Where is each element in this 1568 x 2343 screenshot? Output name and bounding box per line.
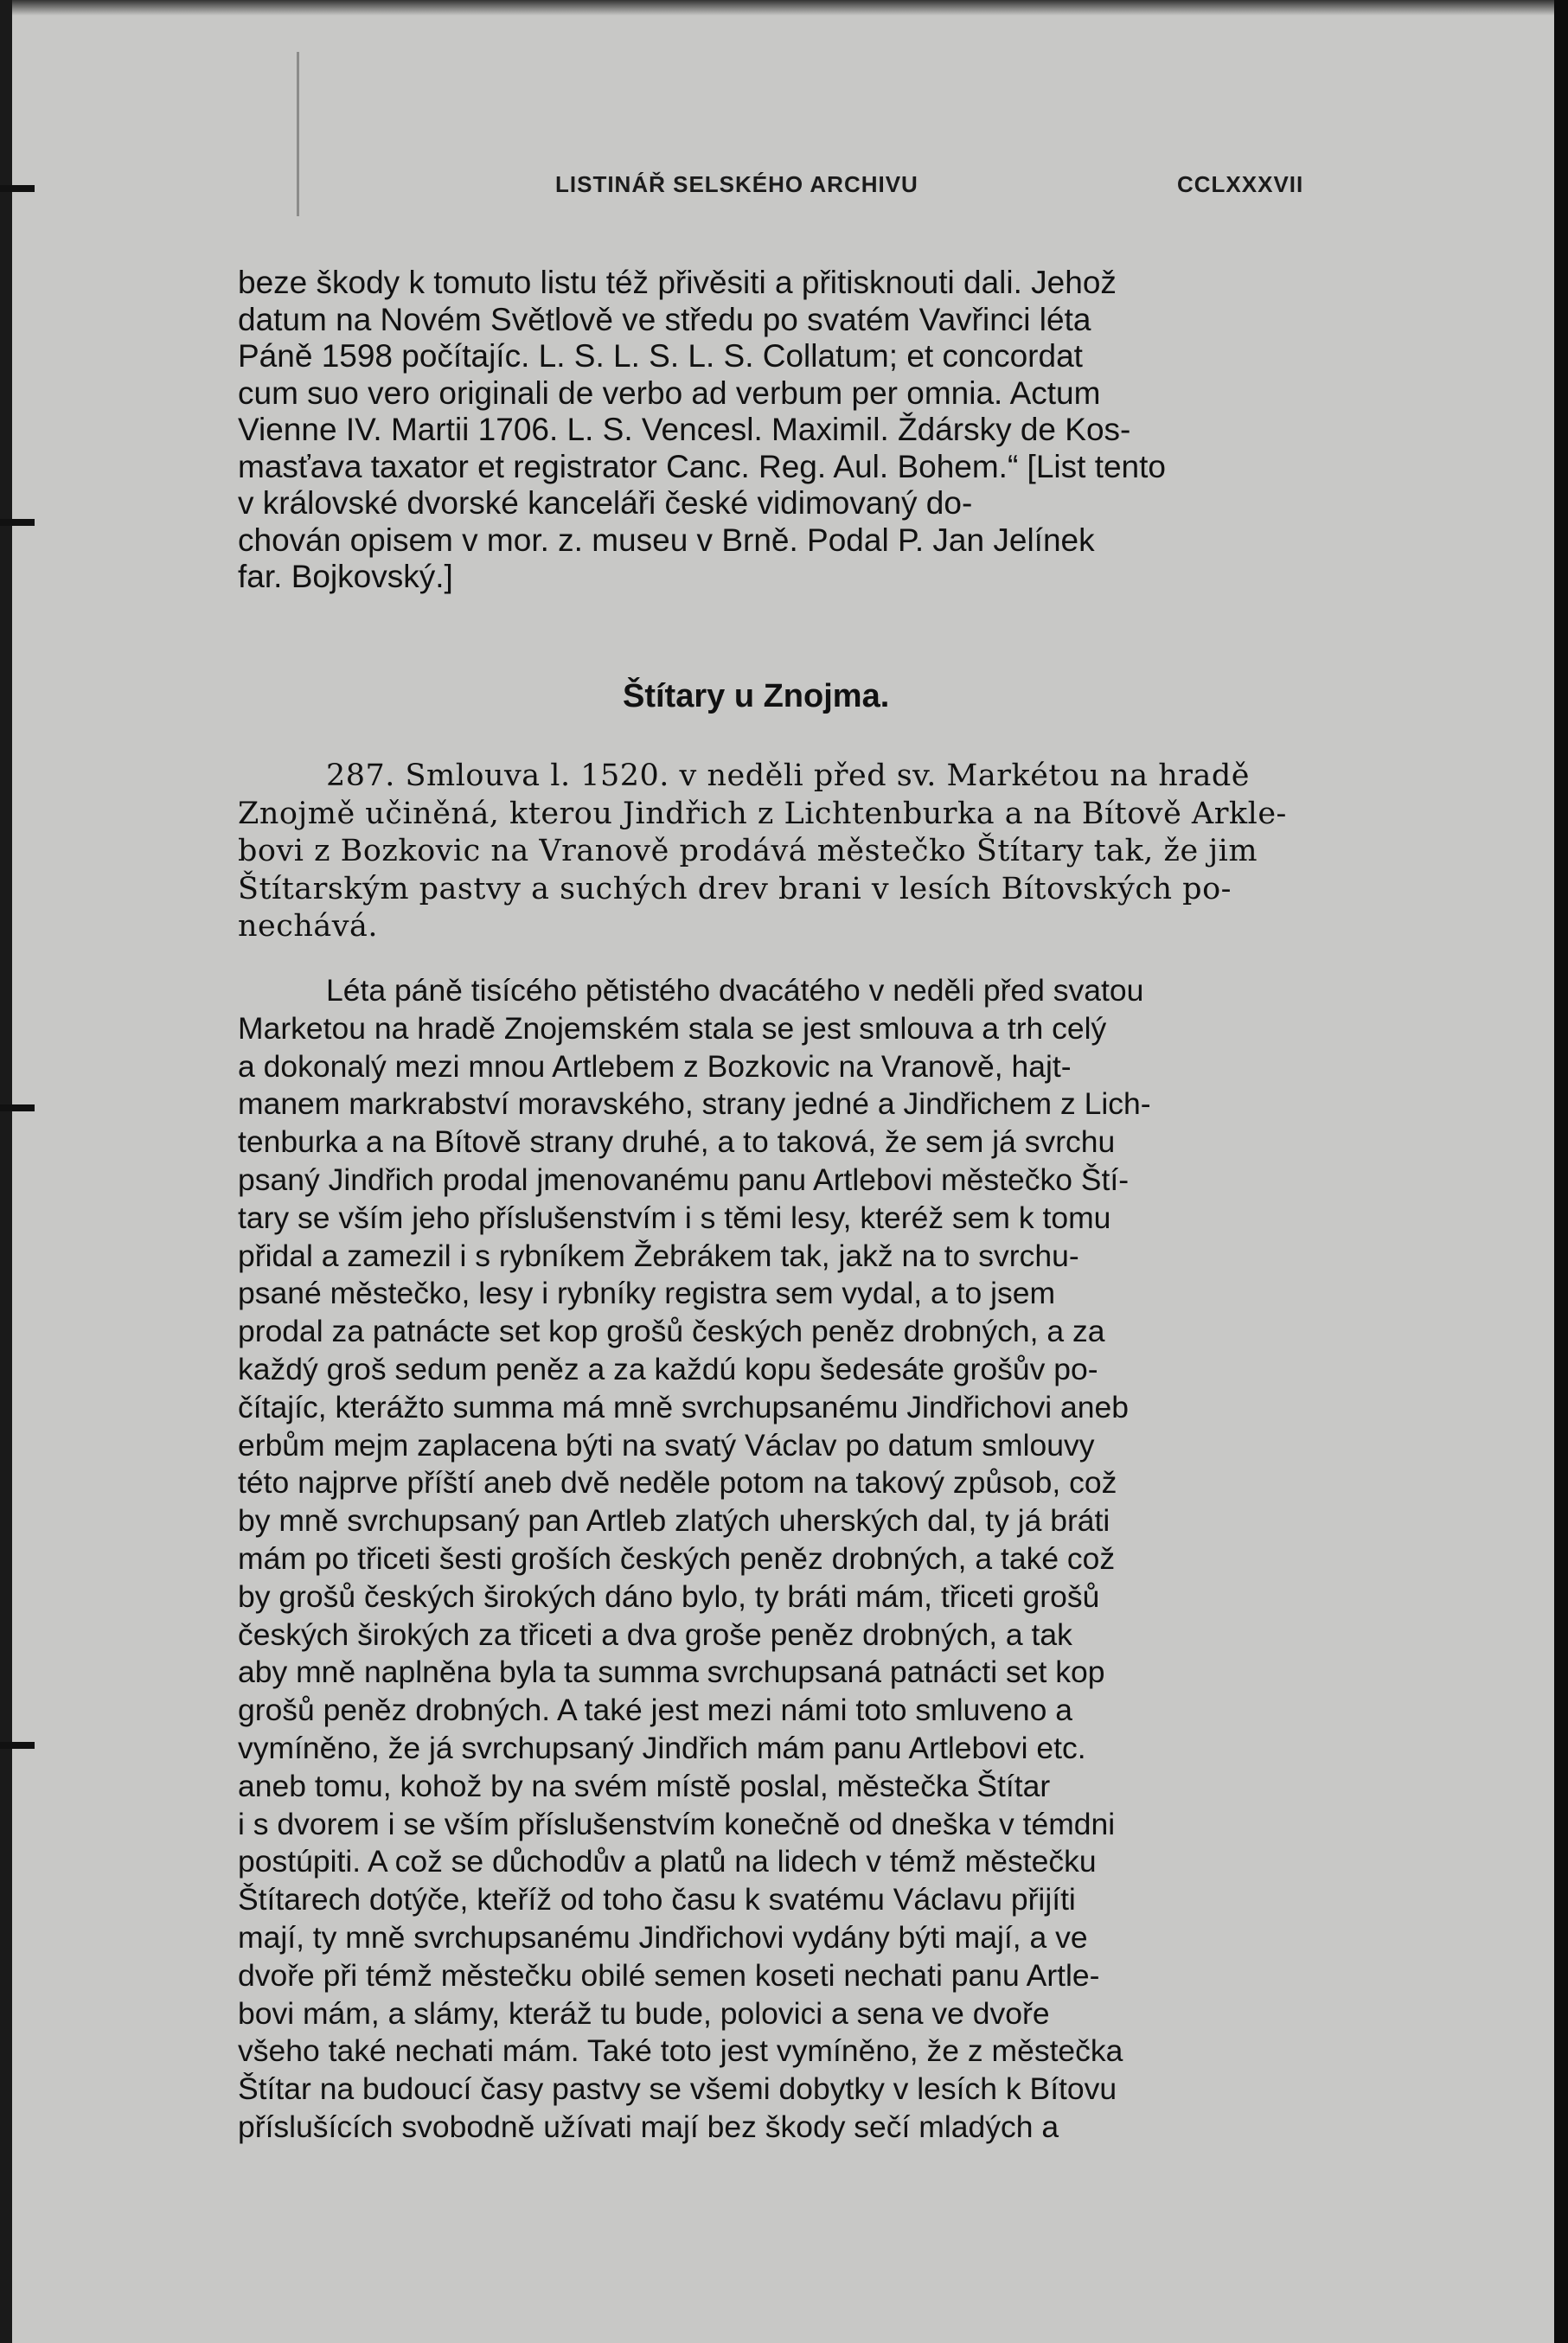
edge-tick-mark [0, 519, 35, 526]
text-line: by grošů českých širokých dáno bylo, ty bráti mám, třiceti grošů [238, 1578, 1100, 1614]
right-scan-border [1554, 0, 1568, 2343]
text-line: cum suo vero originali de verbo ad verbum per omnia. Actum [238, 374, 1101, 411]
text-line: psaný Jindřich prodal jmenovanému panu Artlebovi městečko Ští- [238, 1162, 1130, 1197]
text-line: českých širokých za třiceti a dva groše peněz drobných, a tak [238, 1616, 1072, 1652]
text-line: Marketou na hradě Znojemském stala se jest smlouva a trh celý [238, 1010, 1107, 1046]
running-head-title: LISTINÁŘ SELSKÉHO ARCHIVU [555, 171, 918, 197]
text-line: by mně svrchupsaný pan Artleb zlatých uherských dal, ty já bráti [238, 1503, 1110, 1539]
text-line: manem markrabství moravského, strany jedné a Jindřichem z Lich- [238, 1086, 1151, 1122]
text-line: každý groš sedum peněz a za každú kopu šedesáte grošův po- [238, 1351, 1098, 1386]
top-scan-shadow [0, 0, 1568, 16]
regest-paragraph [238, 758, 1328, 946]
text-line: tary se vším jeho příslušenstvím i s těmi lesy, kteréž sem k tomu [238, 1200, 1111, 1235]
text-line: grošů peněz drobných. A také jest mezi námi toto smluveno a [238, 1693, 1072, 1728]
text-line: v královské dvorské kanceláři české vidimovaný do- [238, 485, 973, 521]
text-line: tenburka a na Bítově strany druhé, a to taková, že sem já svrchu [238, 1124, 1116, 1160]
text-line: Štítarech dotýče, kteříž od toho času k svatému Václavu přijíti [238, 1882, 1076, 1917]
text-line: i s dvorem i se vším příslušenstvím konečně od dneška v témdni [238, 1806, 1116, 1841]
text-line: mám po třiceti šesti groších českých peněz drobných, a také což [238, 1540, 1116, 1576]
text-line: postúpiti. A což se důchodův a platů na lidech v témž městečku [238, 1844, 1097, 1879]
text-line: přidal a zamezil i s rybníkem Žebrákem tak, jakž na to svrchu- [238, 1238, 1079, 1273]
text-line: dvoře při témž městečku obilé semen koseti nechati panu Artle- [238, 1957, 1100, 1993]
text-line: Vienne IV. Martii 1706. L. S. Vencesl. Maximil. Ždársky de Kos- [238, 412, 1131, 447]
text-line: Léta páně tisícého pětistého dvacátého v neděli před svatou [326, 973, 1144, 1008]
text-line: aneb tomu, kohož by na svém místě poslal, městečka Štítar [238, 1768, 1051, 1803]
text-line: vymíněno, že já svrchupsaný Jindřich mám panu Artlebovi etc. [238, 1730, 1086, 1765]
text-line: bovi mám, a slámy, kteráž tu bude, polovici a sena ve dvoře [238, 1995, 1050, 2031]
text-line: příslušících svobodně užívati mají bez škody sečí mladých a [238, 2109, 1059, 2144]
left-binding-edge [0, 0, 12, 2343]
text-line: této najprve příští aneb dvě neděle potom na takový způsob, což [238, 1465, 1117, 1501]
text-line: far. Bojkovský.] [238, 559, 453, 594]
edge-tick-mark [0, 185, 35, 192]
body-paragraph [238, 972, 1328, 2147]
text-line: nechává. [238, 909, 379, 944]
text-line: bovi z Bozkovic na Vranově prodává městečko Štítary tak, že jim [238, 834, 1258, 869]
edge-tick-mark [0, 1742, 35, 1749]
text-line: chován opisem v mor. z. museu v Brně. Podal P. Jan Jelínek [238, 522, 1095, 558]
section-heading: Štítary u Znojma. [623, 678, 890, 714]
text-line: Páně 1598 počítajíc. L. S. L. S. L. S. Collatum; et concordat [238, 338, 1083, 374]
text-line: mají, ty mně svrchupsanému Jindřichovi vydány býti mají, a ve [238, 1919, 1088, 1955]
text-line: aby mně naplněna byla ta summa svrchupsaná patnácti set kop [238, 1655, 1105, 1690]
text-line: Štítar na budoucí časy pastvy se všemi dobytky v lesích k Bítovu [238, 2071, 1117, 2107]
text-line: a dokonalý mezi mnou Artlebem z Bozkovic na Vranově, hajt- [238, 1048, 1072, 1084]
note-paragraph [238, 265, 1328, 596]
text-line: Znojmě učiněná, kterou Jindřich z Lichtenburka a na Bítově Arkle- [238, 796, 1287, 831]
text-line: psané městečko, lesy i rybníky registra sem vydal, a to jsem [238, 1276, 1056, 1311]
text-line: erbům mejm zaplacena býti na svatý Václav po datum smlouvy [238, 1427, 1095, 1463]
text-line: beze škody k tomuto listu též přivěsiti a přitisknouti dali. Jehož [238, 265, 1117, 300]
text-line: všeho také nechati mám. Také toto jest vymíněno, že z městečka [238, 2033, 1123, 2069]
paper-fold-mark [297, 52, 299, 216]
text-line: čítajíc, kterážto summa má mně svrchupsanému Jindřichovi aneb [238, 1389, 1129, 1424]
text-line: prodal za patnácte set kop grošů českých peněz drobných, a za [238, 1314, 1105, 1349]
text-line: datum na Novém Světlově ve středu po svatém Vavřinci léta [238, 301, 1091, 337]
page-number: CCLXXXVII [1177, 171, 1304, 197]
text-line: 287. Smlouva l. 1520. v neděli před sv. Markétou na hradě [326, 759, 1251, 793]
text-line: Štítarským pastvy a suchých drev brani v lesích Bítovských po- [238, 871, 1232, 906]
text-line: masťava taxator et registrator Canc. Reg. Aul. Bohem.“ [List tento [238, 448, 1166, 484]
edge-tick-mark [0, 1104, 35, 1111]
